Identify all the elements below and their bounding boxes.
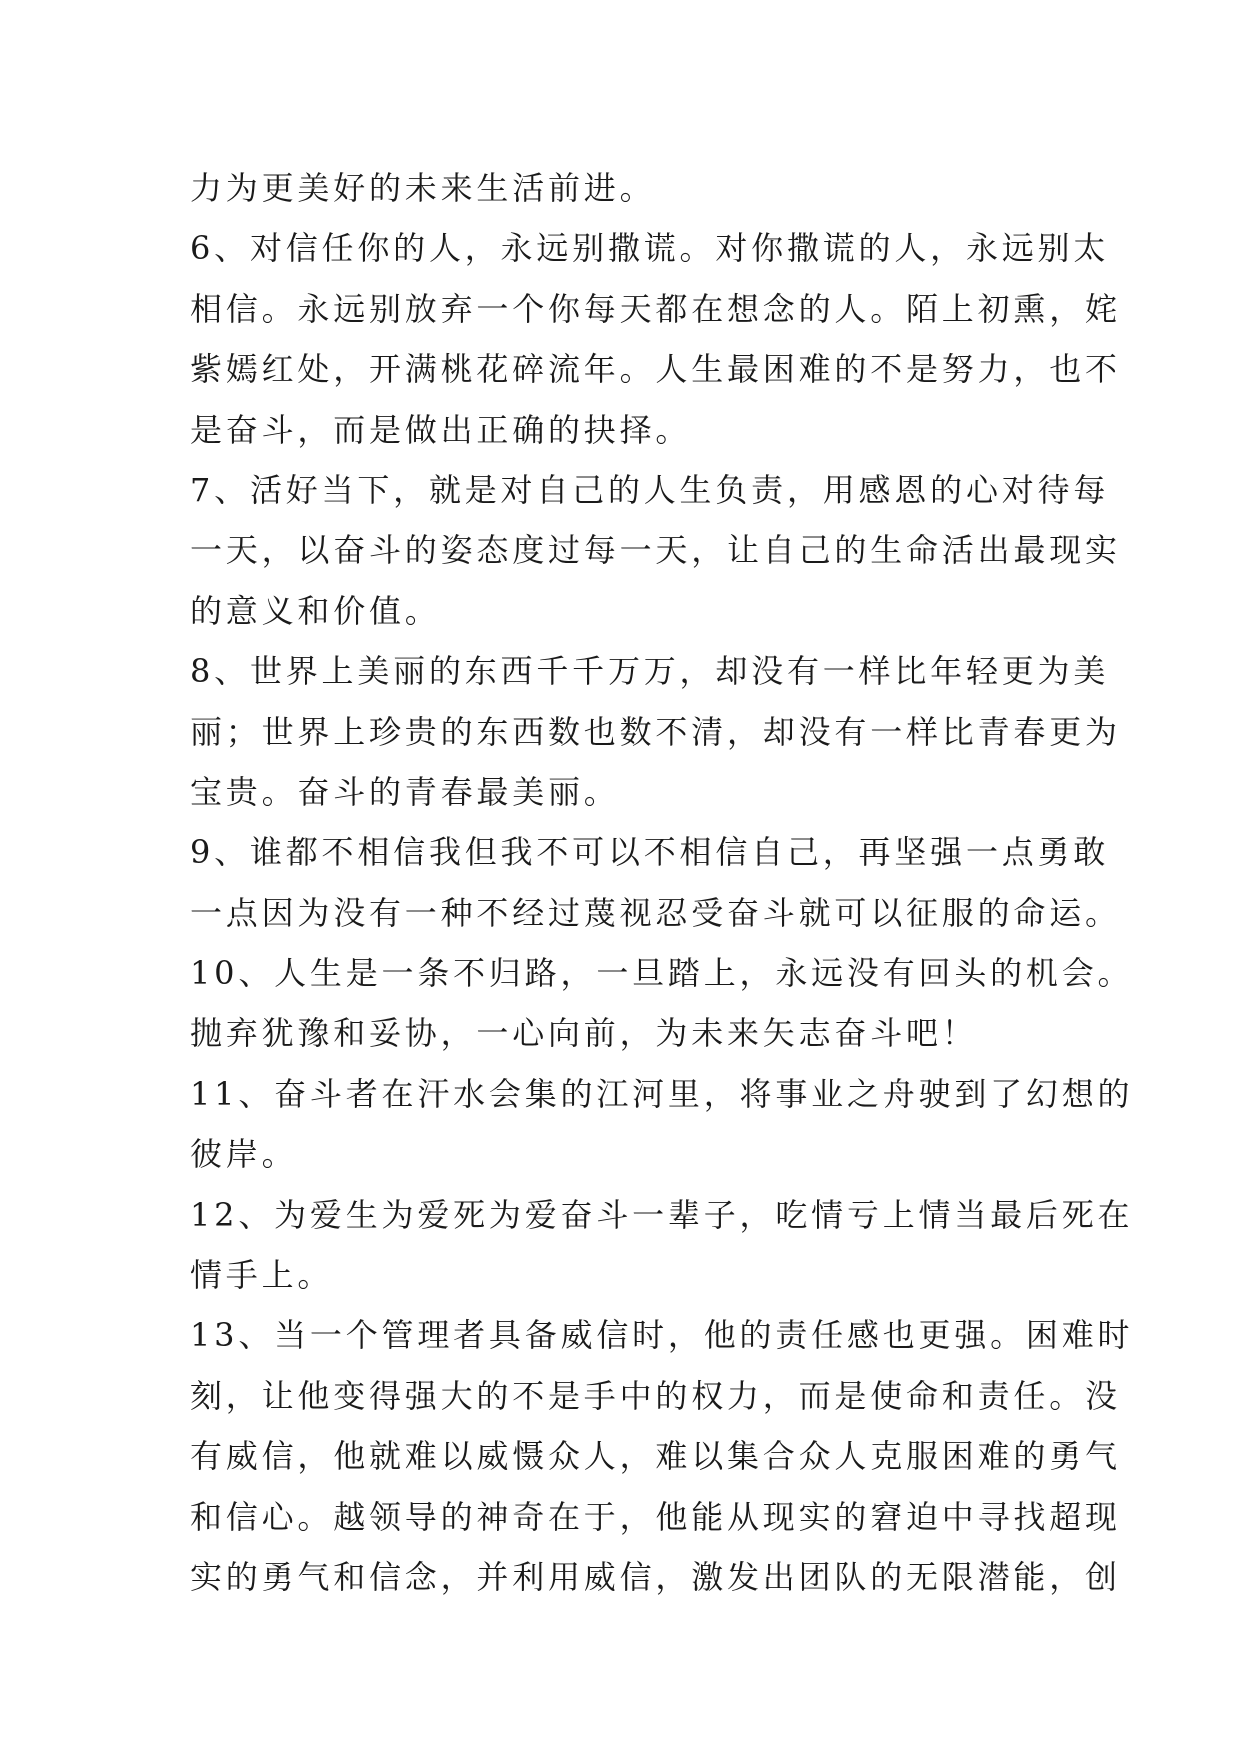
text-line: 宝贵。奋斗的青春最美丽。	[190, 772, 620, 811]
text-line: 抛弃犹豫和妥协，一心向前，为未来矢志奋斗吧！	[190, 1014, 978, 1053]
text-line: 彼岸。	[190, 1135, 298, 1174]
text-line: 12、为爱生为爱死为爱奋斗一辈子，吃情亏上情当最后死在	[190, 1195, 1134, 1234]
text-line: 9、谁都不相信我但我不可以不相信自己，再坚强一点勇敢	[190, 833, 1110, 872]
text-line: 13、当一个管理者具备威信时，他的责任感也更强。困难时	[190, 1316, 1134, 1355]
text-line: 一天，以奋斗的姿态度过每一天，让自己的生命活出最现实	[190, 531, 1121, 570]
text-line: 的意义和价值。	[190, 591, 441, 630]
text-line: 情手上。	[190, 1256, 334, 1295]
text-line: 11、奋斗者在汗水会集的江河里，将事业之舟驶到了幻想的	[190, 1074, 1134, 1113]
document-body	[190, 158, 1134, 1607]
text-line: 和信心。越领导的神奇在于，他能从现实的窘迫中寻找超现	[190, 1497, 1121, 1536]
text-line: 是奋斗，而是做出正确的抉择。	[190, 410, 692, 449]
text-line: 8、世界上美丽的东西千千万万，却没有一样比年轻更为美	[190, 652, 1110, 691]
text-line: 7、活好当下，就是对自己的人生负责，用感恩的心对待每	[190, 470, 1110, 509]
text-line: 力为更美好的未来生活前进。	[190, 169, 656, 207]
text-line: 一点因为没有一种不经过蔑视忍受奋斗就可以征服的命运。	[190, 893, 1121, 932]
text-line: 有威信，他就难以威慑众人，难以集合众人克服困难的勇气	[190, 1437, 1121, 1476]
text-line: 丽；世界上珍贵的东西数也数不清，却没有一样比青春更为	[190, 712, 1121, 751]
text-line: 6、对信任你的人，永远别撒谎。对你撒谎的人，永远别太	[190, 229, 1110, 268]
text-line: 10、人生是一条不归路，一旦踏上，永远没有回头的机会。	[190, 954, 1134, 993]
text-line: 相信。永远别放弃一个你每天都在想念的人。陌上初熏，姹	[190, 289, 1121, 328]
text-line: 紫嫣红处，开满桃花碎流年。人生最困难的不是努力，也不	[190, 350, 1121, 389]
text-line: 实的勇气和信念，并利用威信，激发出团队的无限潜能，创	[190, 1557, 1121, 1596]
text-line: 刻，让他变得强大的不是手中的权力，而是使命和责任。没	[190, 1376, 1121, 1415]
